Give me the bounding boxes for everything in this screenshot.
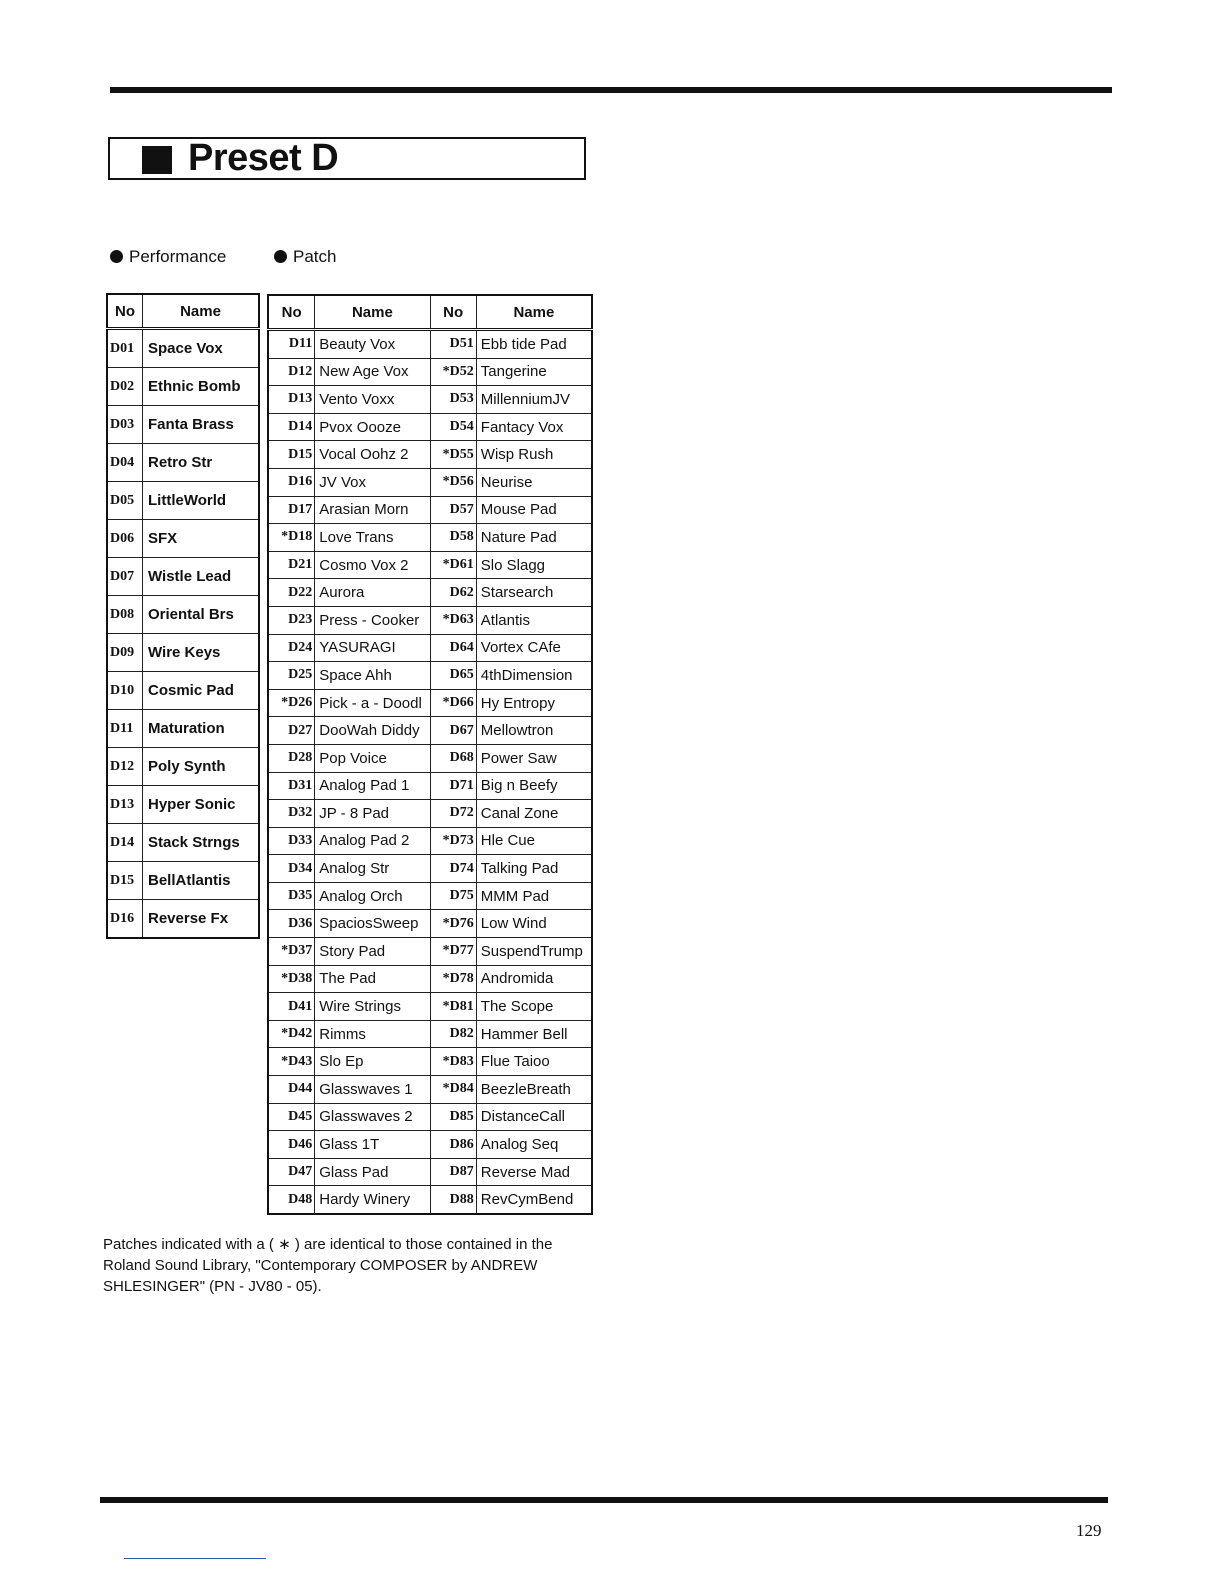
patch-number: D28 [268,744,315,772]
patch-number: D88 [430,1186,476,1214]
patch-number: D17 [268,496,315,524]
patch-name: Ebb tide Pad [476,330,592,359]
patch-name: Starsearch [476,579,592,607]
table-row [268,855,592,883]
patch-name: Canal Zone [476,800,592,828]
patch-name: Wire Strings [315,993,430,1021]
patch-number: *D66 [430,689,476,717]
patch-name: JP - 8 Pad [315,800,430,828]
patch-number: D86 [430,1131,476,1159]
performance-name: Cosmic Pad [143,672,260,710]
table-row [107,786,259,824]
performance-number: D13 [107,786,143,824]
patch-number: D32 [268,800,315,828]
table-row [268,827,592,855]
table-row [268,1076,592,1104]
performance-name: Retro Str [143,444,260,482]
patch-name: Press - Cooker [315,606,430,634]
patch-name: Andromida [476,965,592,993]
table-row [107,862,259,900]
patch-name: Pick - a - Doodl [315,689,430,717]
performance-number: D08 [107,596,143,634]
patch-number: *D83 [430,1048,476,1076]
patch-name: YASURAGI [315,634,430,662]
patch-name: Pvox Oooze [315,413,430,441]
table-row [268,689,592,717]
performance-header-row [107,294,259,329]
patch-number: D34 [268,855,315,883]
patch-name: Glass 1T [315,1131,430,1159]
patch-number: D62 [430,579,476,607]
table-row [268,717,592,745]
patch-number: D36 [268,910,315,938]
patch-name: DistanceCall [476,1103,592,1131]
patch-name: Talking Pad [476,855,592,883]
patch-number: D53 [430,386,476,414]
table-row [268,800,592,828]
performance-name: Reverse Fx [143,900,260,939]
patch-number: D27 [268,717,315,745]
patch-number: D68 [430,744,476,772]
patch-name: Mellowtron [476,717,592,745]
patch-number: D51 [430,330,476,359]
patch-name: The Scope [476,993,592,1021]
patch-number: D85 [430,1103,476,1131]
table-row [268,551,592,579]
patch-number: D41 [268,993,315,1021]
performance-name: LittleWorld [143,482,260,520]
patch-name: Power Saw [476,744,592,772]
patch-name: Glasswaves 1 [315,1076,430,1104]
col-header-name: Name [476,295,592,330]
footnote: Patches indicated with a ( ∗ ) are identical to those contained in the Roland Sound Library, "Contemporary COMPOSER by ANDREW SHLESINGER" (PN - JV80 - 05). [103,1236,553,1295]
patch-number: D48 [268,1186,315,1214]
patch-number: *D42 [268,1020,315,1048]
patch-name: Cosmo Vox 2 [315,551,430,579]
table-row [268,744,592,772]
patch-name: Analog Pad 2 [315,827,430,855]
patch-name: Glasswaves 2 [315,1103,430,1131]
performance-name: Hyper Sonic [143,786,260,824]
table-row [268,1048,592,1076]
performance-number: D14 [107,824,143,862]
col-header-no: No [268,295,315,330]
col-header-name: Name [315,295,430,330]
patch-name: Hy Entropy [476,689,592,717]
patch-name: Mouse Pad [476,496,592,524]
patch-number: D33 [268,827,315,855]
table-row [107,634,259,672]
patch-name: MillenniumJV [476,386,592,414]
bottom-rule [100,1497,1108,1503]
table-row [268,1131,592,1159]
patch-number: D25 [268,662,315,690]
table-row [268,441,592,469]
patch-number: D15 [268,441,315,469]
patch-name: Analog Seq [476,1131,592,1159]
patch-number: D75 [430,882,476,910]
performance-number: D02 [107,368,143,406]
title-box [108,137,586,180]
performance-name: Poly Synth [143,748,260,786]
patch-number: *D78 [430,965,476,993]
patch-number: D54 [430,413,476,441]
table-row [107,748,259,786]
performance-name: Oriental Brs [143,596,260,634]
decorative-line [124,1558,266,1559]
performance-number: D03 [107,406,143,444]
patch-name: Pop Voice [315,744,430,772]
top-rule [110,87,1112,93]
performance-number: D09 [107,634,143,672]
patch-number: *D37 [268,938,315,966]
table-row [268,1020,592,1048]
table-row [107,368,259,406]
patch-name: MMM Pad [476,882,592,910]
patch-name: Analog Pad 1 [315,772,430,800]
table-row [107,406,259,444]
page-title: Preset D [188,137,339,179]
patch-name: 4thDimension [476,662,592,690]
table-row [268,910,592,938]
patch-name: SuspendTrump [476,938,592,966]
patch-name: Flue Taioo [476,1048,592,1076]
patch-number: D24 [268,634,315,662]
performance-number: D06 [107,520,143,558]
patch-number: *D56 [430,468,476,496]
performance-name: Ethnic Bomb [143,368,260,406]
patch-number: D64 [430,634,476,662]
table-row [268,524,592,552]
patch-name: Space Ahh [315,662,430,690]
patch-number: *D76 [430,910,476,938]
performance-number: D12 [107,748,143,786]
patch-number: D45 [268,1103,315,1131]
page-number: 129 [1076,1521,1102,1540]
table-row [268,662,592,690]
patch-number: D13 [268,386,315,414]
col-header-no: No [430,295,476,330]
performance-table-body [107,329,259,939]
patch-number: *D55 [430,441,476,469]
performance-number: D04 [107,444,143,482]
patch-name: Slo Slagg [476,551,592,579]
bullet-icon [274,250,287,263]
patch-name: DooWah Diddy [315,717,430,745]
patch-name: Beauty Vox [315,330,430,359]
table-row [107,710,259,748]
patch-name: Rimms [315,1020,430,1048]
patch-name: Low Wind [476,910,592,938]
patch-number: D44 [268,1076,315,1104]
performance-name: Maturation [143,710,260,748]
table-row [268,938,592,966]
patch-name: Hardy Winery [315,1186,430,1214]
performance-number: D07 [107,558,143,596]
performance-number: D11 [107,710,143,748]
patch-table [267,294,593,1215]
table-row [268,386,592,414]
patch-number: *D38 [268,965,315,993]
patch-number: D74 [430,855,476,883]
patch-number: *D26 [268,689,315,717]
patch-name: New Age Vox [315,358,430,386]
patch-name: Nature Pad [476,524,592,552]
performance-name: Space Vox [143,329,260,368]
table-row [268,1186,592,1214]
patch-name: Neurise [476,468,592,496]
performance-number: D01 [107,329,143,368]
table-row [107,824,259,862]
patch-label-text: Patch [293,247,337,266]
patch-number: D58 [430,524,476,552]
patch-name: Slo Ep [315,1048,430,1076]
table-row [268,634,592,662]
table-row [107,558,259,596]
performance-name: Stack Strngs [143,824,260,862]
performance-table [106,293,260,939]
patch-number: *D52 [430,358,476,386]
table-row [268,965,592,993]
patch-number: *D61 [430,551,476,579]
patch-name: Tangerine [476,358,592,386]
patch-number: *D73 [430,827,476,855]
performance-number: D15 [107,862,143,900]
patch-number: D46 [268,1131,315,1159]
table-row [107,596,259,634]
performance-name: Wistle Lead [143,558,260,596]
patch-number: D12 [268,358,315,386]
patch-table-body [268,330,592,1215]
patch-number: D31 [268,772,315,800]
patch-name: BeezleBreath [476,1076,592,1104]
table-row [107,329,259,368]
performance-name: SFX [143,520,260,558]
patch-number: D22 [268,579,315,607]
patch-number: D23 [268,606,315,634]
patch-number: D11 [268,330,315,359]
patch-name: Glass Pad [315,1158,430,1186]
performance-name: Wire Keys [143,634,260,672]
table-row [107,444,259,482]
patch-number: D35 [268,882,315,910]
patch-number: D72 [430,800,476,828]
performance-label [110,247,226,267]
patch-name: Atlantis [476,606,592,634]
patch-label [274,247,336,267]
table-row [268,330,592,359]
patch-number: D87 [430,1158,476,1186]
patch-number: D65 [430,662,476,690]
patch-header-row [268,295,592,330]
table-row [107,900,259,939]
patch-name: Story Pad [315,938,430,966]
table-row [268,413,592,441]
patch-name: The Pad [315,965,430,993]
patch-number: *D81 [430,993,476,1021]
col-header-no: No [107,294,143,329]
table-row [268,579,592,607]
bullet-icon [110,250,123,263]
patch-name: SpaciosSweep [315,910,430,938]
patch-name: Vento Voxx [315,386,430,414]
patch-name: Analog Str [315,855,430,883]
patch-number: D67 [430,717,476,745]
patch-name: Hle Cue [476,827,592,855]
patch-number: *D77 [430,938,476,966]
patch-name: Fantacy Vox [476,413,592,441]
patch-name: Love Trans [315,524,430,552]
table-row [268,882,592,910]
title-square-icon [142,146,172,174]
patch-name: Wisp Rush [476,441,592,469]
col-header-name: Name [143,294,260,329]
table-row [268,358,592,386]
table-row [268,606,592,634]
patch-name: Vocal Oohz 2 [315,441,430,469]
patch-name: Reverse Mad [476,1158,592,1186]
performance-name: BellAtlantis [143,862,260,900]
patch-name: RevCymBend [476,1186,592,1214]
patch-number: D71 [430,772,476,800]
patch-name: Aurora [315,579,430,607]
table-row [107,482,259,520]
patch-name: Hammer Bell [476,1020,592,1048]
patch-number: D16 [268,468,315,496]
table-row [268,772,592,800]
patch-number: *D43 [268,1048,315,1076]
performance-number: D16 [107,900,143,939]
table-row [268,1103,592,1131]
patch-number: D57 [430,496,476,524]
patch-number: *D63 [430,606,476,634]
patch-number: D82 [430,1020,476,1048]
table-row [268,1158,592,1186]
patch-number: D14 [268,413,315,441]
patch-name: Arasian Morn [315,496,430,524]
performance-number: D05 [107,482,143,520]
table-row [107,672,259,710]
patch-number: *D18 [268,524,315,552]
patch-number: D21 [268,551,315,579]
patch-number: *D84 [430,1076,476,1104]
table-row [107,520,259,558]
table-row [268,993,592,1021]
table-row [268,496,592,524]
performance-label-text: Performance [129,247,227,266]
patch-name: Big n Beefy [476,772,592,800]
patch-name: Vortex CAfe [476,634,592,662]
patch-name: JV Vox [315,468,430,496]
performance-name: Fanta Brass [143,406,260,444]
patch-number: D47 [268,1158,315,1186]
table-row [268,468,592,496]
patch-name: Analog Orch [315,882,430,910]
performance-number: D10 [107,672,143,710]
